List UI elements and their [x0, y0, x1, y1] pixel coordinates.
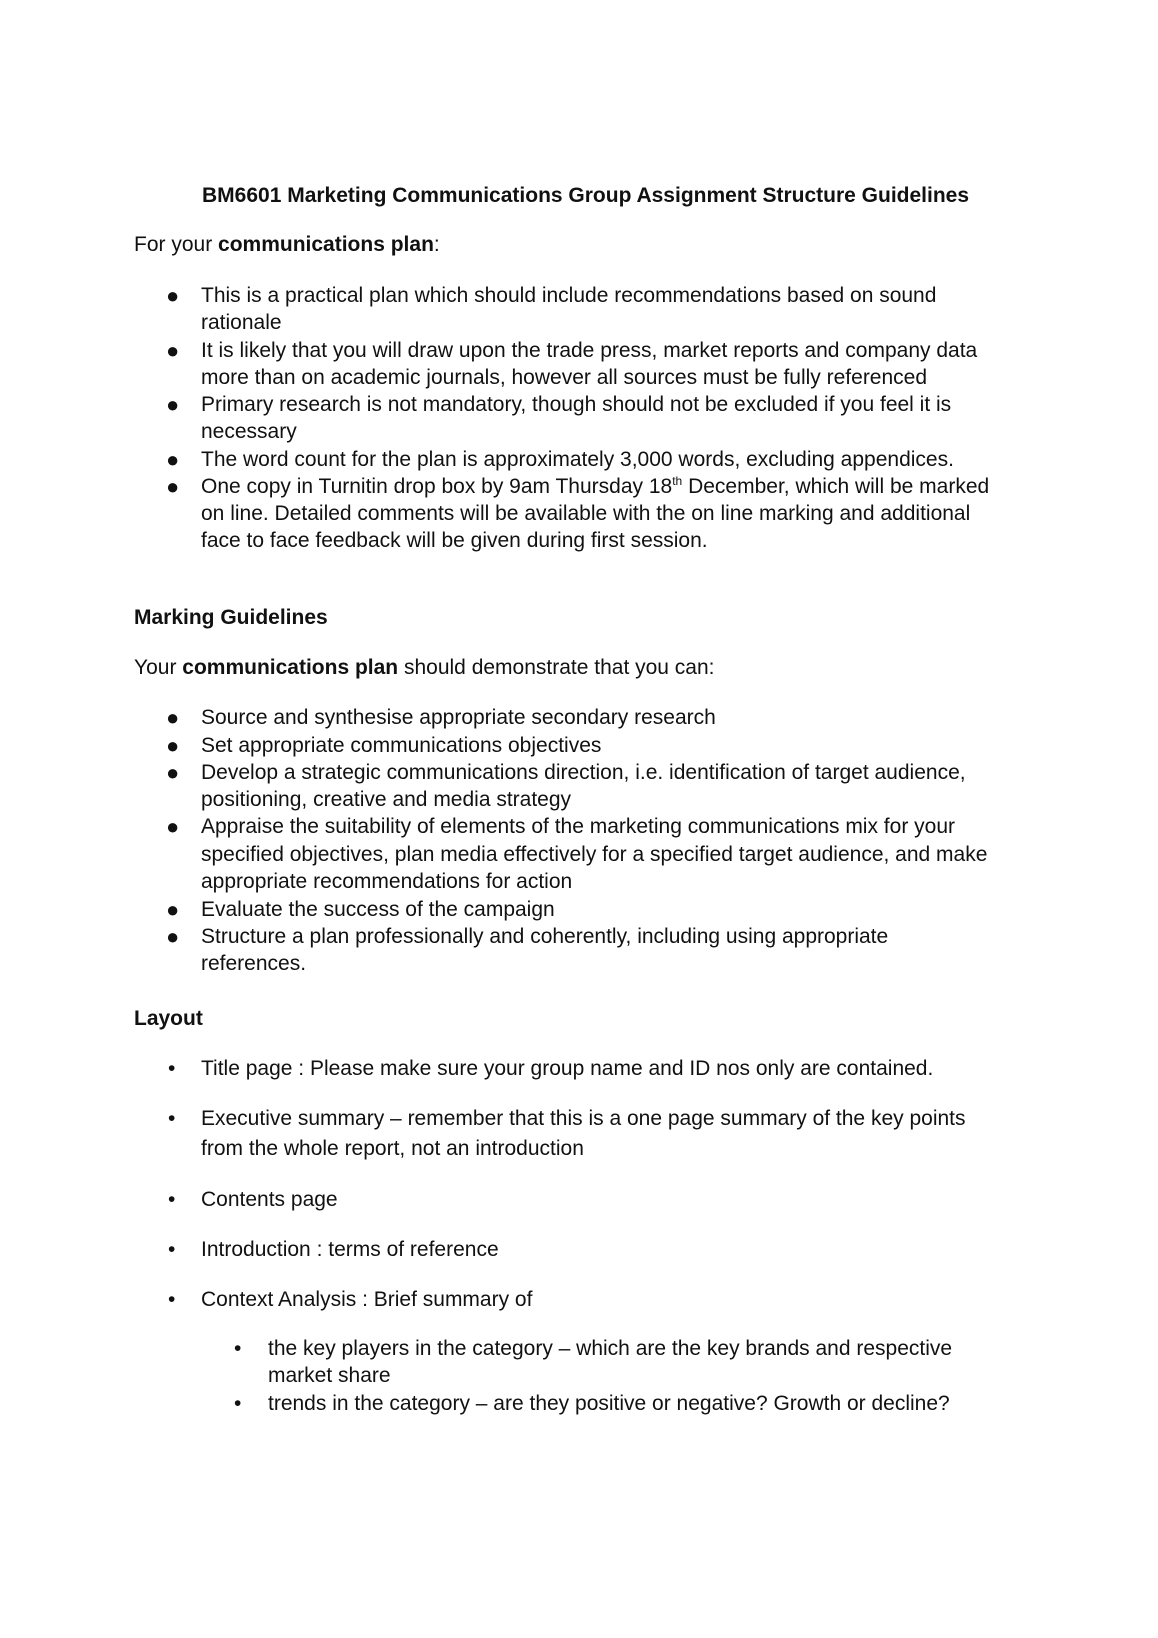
bullet-icon: • [234, 1337, 242, 1360]
plan-intro-bold: communications plan [218, 233, 434, 256]
document-title: BM6601 Marketing Communications Group Assignment Structure Guidelines [202, 184, 970, 207]
list-item: Contents page [201, 1188, 338, 1211]
list-item: Structure a plan professionally and coherently, including using appropriate [201, 925, 889, 948]
marking-intro [134, 654, 715, 682]
list-item: Title page : Please make sure your group name and ID nos only are contained. [201, 1057, 934, 1080]
bullet-icon: ● [166, 897, 180, 922]
ordinal-suffix: th [672, 474, 683, 488]
bullet-icon: ● [166, 447, 180, 472]
list-item-cont: references. [201, 952, 307, 975]
bullet-icon: ● [166, 705, 180, 730]
bullet-icon: ● [166, 760, 180, 785]
list-item-cont: face to face feedback will be given during first session. [201, 529, 708, 552]
sub-list-item: trends in the category – are they positive or negative? Growth or decline? [268, 1392, 950, 1415]
list-item-cont: rationale [201, 311, 282, 334]
list-item [201, 473, 989, 501]
list-item-cont: positioning, creative and media strategy [201, 788, 572, 811]
list-item-cont: specified objectives, plan media effectively for a specified target audience, and make [201, 843, 988, 866]
list-item: Develop a strategic communications direction, i.e. identification of target audience, [201, 761, 966, 784]
list-item-cont: necessary [201, 420, 297, 443]
list-item: The word count for the plan is approximately 3,000 words, excluding appendices. [201, 448, 954, 471]
bullet-icon: ● [166, 283, 180, 308]
bullet-icon: ● [166, 474, 180, 499]
list-item-cont: appropriate recommendations for action [201, 870, 573, 893]
list-item-cont: more than on academic journals, however all sources must be fully referenced [201, 366, 928, 389]
marking-intro-suffix: should demonstrate that you can: [398, 656, 715, 679]
bullet-icon: • [234, 1392, 242, 1415]
list-item: Source and synthesise appropriate secondary research [201, 706, 716, 729]
list-item: It is likely that you will draw upon the trade press, market reports and company data [201, 339, 978, 362]
deadline-text: One copy in Turnitin drop box by 9am Thursday 18 [201, 475, 673, 498]
list-item-cont: on line. Detailed comments will be available with the on line marking and additional [201, 502, 971, 525]
bullet-icon: • [168, 1288, 176, 1311]
list-item: Executive summary – remember that this is a one page summary of the key points [201, 1107, 966, 1130]
sub-list-item: the key players in the category – which are the key brands and respective [268, 1337, 953, 1360]
plan-intro-prefix: For your [134, 233, 219, 256]
plan-intro-suffix: : [433, 233, 440, 256]
list-item: Evaluate the success of the campaign [201, 898, 555, 921]
plan-intro [134, 231, 440, 259]
bullet-icon: • [168, 1238, 176, 1261]
bullet-icon: • [168, 1107, 176, 1130]
list-item: Appraise the suitability of elements of the marketing communications mix for your [201, 815, 956, 838]
list-item: This is a practical plan which should include recommendations based on sound [201, 284, 937, 307]
list-item: Set appropriate communications objectives [201, 734, 602, 757]
deadline-text-rest: December, which will be marked [682, 475, 990, 498]
layout-heading: Layout [134, 1007, 203, 1030]
marking-intro-prefix: Your [134, 656, 183, 679]
bullet-icon: ● [166, 392, 180, 417]
marking-heading: Marking Guidelines [134, 606, 328, 629]
list-item: Introduction : terms of reference [201, 1238, 499, 1261]
bullet-icon: ● [166, 814, 180, 839]
bullet-icon: ● [166, 338, 180, 363]
marking-intro-bold: communications plan [182, 656, 399, 679]
bullet-icon: • [168, 1057, 176, 1080]
list-item: Primary research is not mandatory, though should not be excluded if you feel it is [201, 393, 952, 416]
bullet-icon: • [168, 1188, 176, 1211]
bullet-icon: ● [166, 924, 180, 949]
bullet-icon: ● [166, 733, 180, 758]
list-item-cont: from the whole report, not an introduction [201, 1137, 584, 1160]
sub-list-item-cont: market share [268, 1364, 391, 1387]
list-item: Context Analysis : Brief summary of [201, 1288, 533, 1311]
